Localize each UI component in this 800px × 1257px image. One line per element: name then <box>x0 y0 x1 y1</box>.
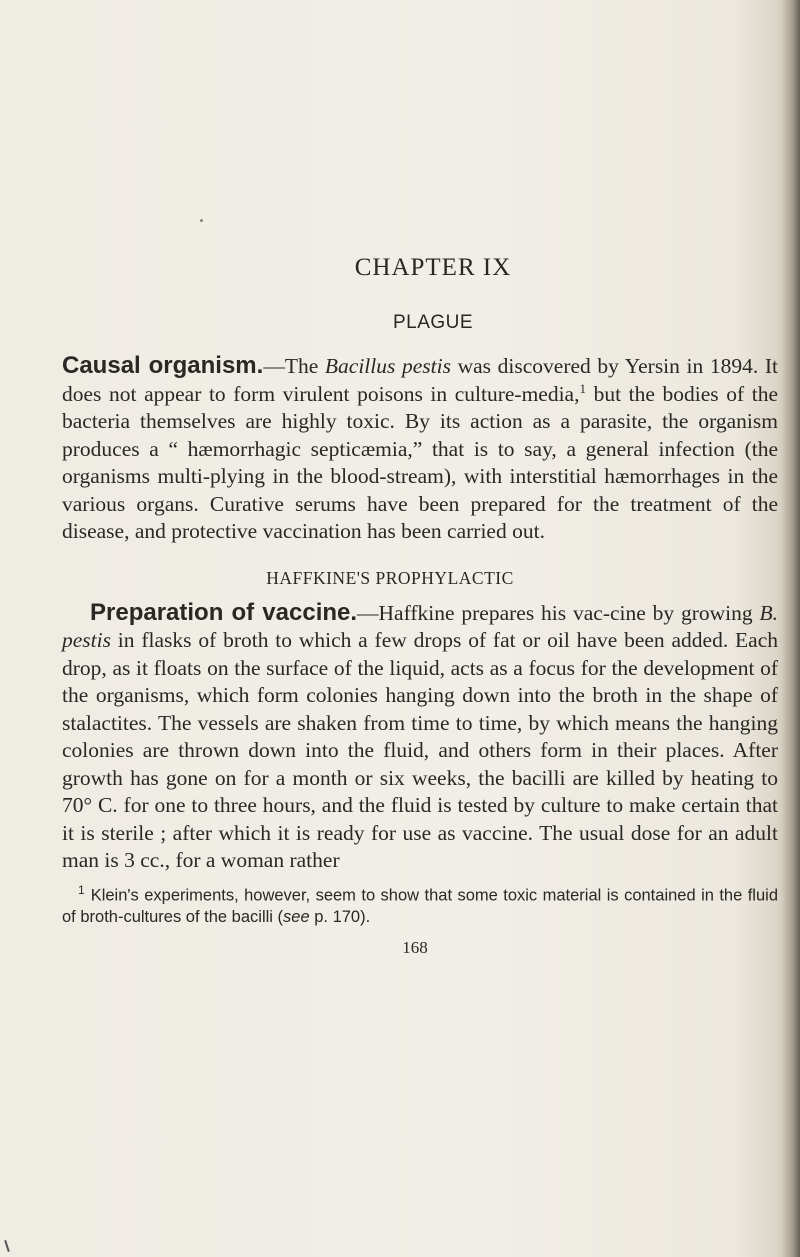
scan-mark <box>4 1240 10 1252</box>
lead-separator: — <box>357 600 379 625</box>
section-title: PLAGUE <box>392 312 474 333</box>
footnote <box>62 879 778 929</box>
page-content <box>62 254 778 958</box>
paragraph-causal-organism <box>62 352 778 546</box>
subheading: HAFFKINE'S PROPHYLACTIC <box>266 567 514 588</box>
paragraph-preparation-of-vaccine <box>62 599 778 875</box>
paragraph-text: in flasks of broth to which a few drops of fat or oil have been added. Each drop, as it floats on the surface of the liquid, acts as a focus for the development of the organisms, which form colonies hanging down into the broth in the shape of stalactites. The vessels are shaken from time to time, by which means the hanging colonies are thrown down into the fluid, and others form in their places. After growth has gone on for a month or six weeks, the bacilli are killed by heating to 70° C. for one to three hours, and the fluid is tested by culture to make certain that it is sterile ; after which it is ready for use as vaccine. The usual dose for an adult man is 3 cc., for a woman rather <box>62 628 778 872</box>
paragraph-text: was discovered by Yersin in 1894. It does not appear to form virulent poisons in culture-media, <box>62 354 779 406</box>
page-edge-shadow <box>782 0 800 1257</box>
paragraph-text: but the bodies of the bacteria themselves are highly toxic. By its action as a parasite, the organism produces a “ hæmorrhagic septicæmia,” that is to say, a general infection (the organisms multi-plying in the blood-stream), with interstitial hæmorrhages in the various organs. Curative serums have been prepared for the treatment of the disease, and protective vaccination has been carried out. <box>62 381 778 543</box>
paragraph-lead-heading: Preparation of vaccine. <box>90 598 358 626</box>
footnote-text: p. 170). <box>309 908 371 926</box>
paragraph-text: Haffkine prepares his vac-cine by growing <box>378 600 760 625</box>
footnote-text: Klein's experiments, however, seem to show that some toxic material is contained in the fluid of broth-cultures of the bacilli ( <box>62 886 778 926</box>
lead-separator: — <box>263 354 285 378</box>
scan-speck <box>200 219 203 222</box>
footnote-mark: 1 <box>78 882 85 897</box>
page-number: 168 <box>402 938 428 957</box>
paragraph-lead-heading: Causal organism. <box>62 352 264 379</box>
chapter-title: CHAPTER IX <box>354 254 512 281</box>
footnote-italic: see <box>283 908 310 926</box>
italic-term: Bacillus pestis <box>324 354 451 378</box>
italic-term: B. pestis <box>62 600 778 652</box>
footnote-reference[interactable]: 1 <box>579 380 586 396</box>
paragraph-text: The <box>284 354 325 378</box>
